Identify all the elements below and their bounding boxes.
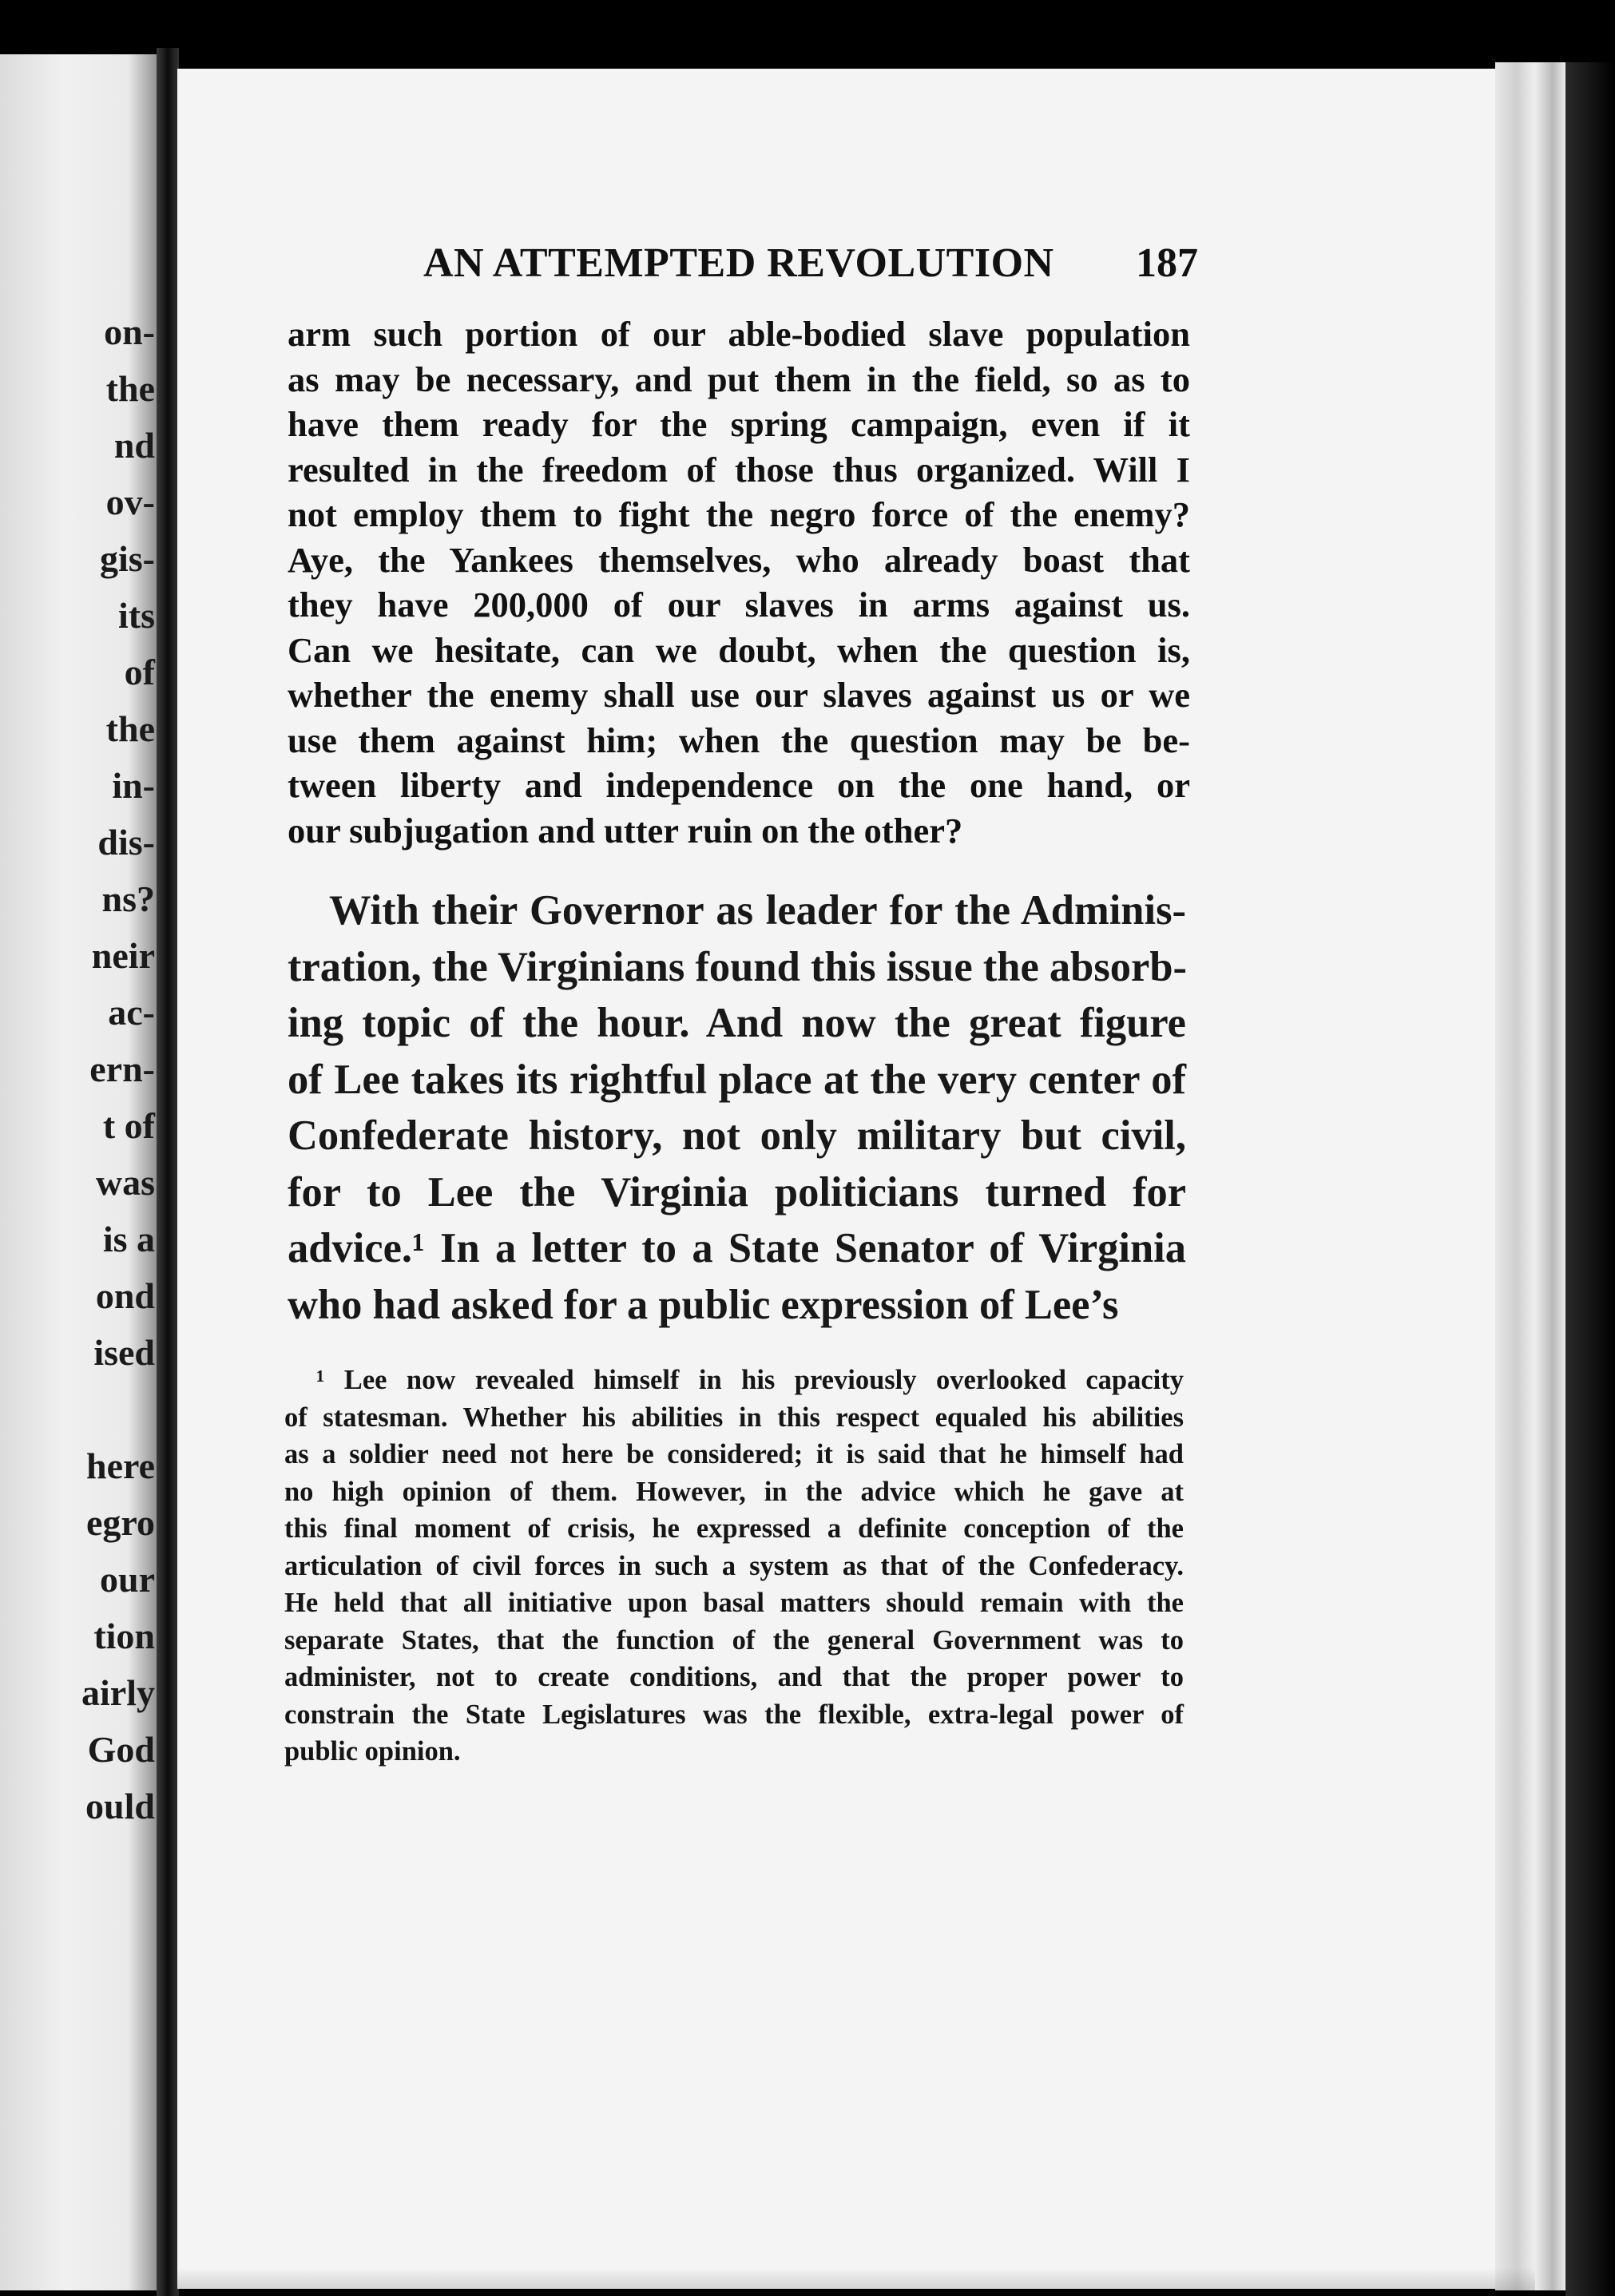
quote-line: Can we hesitate, can we doubt, when the question is, <box>288 629 1190 670</box>
page-bottom-shadow <box>177 2268 1535 2296</box>
footnote-line: ¹ Lee now revealed himself in his previously overlooked capacity <box>316 1365 1184 1395</box>
left-page-fragment: was <box>95 1162 155 1203</box>
left-page-fragment <box>0 1381 157 1437</box>
left-page-fragment: ould <box>85 1786 155 1826</box>
book-gutter <box>157 48 179 2296</box>
quote-line: as may be necessary, and put them in the field, so as to <box>288 359 1190 399</box>
running-head <box>423 240 1198 287</box>
quote-line: our subjugation and utter ruin on the other? <box>288 810 963 851</box>
scan-border <box>1565 62 1615 2296</box>
page-edge <box>1495 62 1567 2290</box>
body-paragraph <box>288 882 1186 1333</box>
quote-line: they have 200,000 of our slaves in arms against us. <box>288 585 1190 625</box>
body-line: who had asked for a public expression of Lee’s <box>288 1281 1119 1328</box>
left-page-fragment: egro <box>85 1502 155 1543</box>
left-page-text-fragments <box>0 303 157 1834</box>
left-page-fragment: t of <box>102 1105 155 1146</box>
quote-line: arm such portion of our able-bodied slave population <box>288 314 1190 354</box>
left-page-fragment: tion <box>93 1616 155 1656</box>
footnote-line: as a soldier need not here be considered; it is said that he himself had <box>284 1439 1184 1469</box>
left-page-fragment: is a <box>102 1219 155 1259</box>
footnote <box>284 1362 1184 1771</box>
left-page-fragment: here <box>85 1445 155 1486</box>
quote-line: tween liberty and independence on the one hand, or <box>288 765 1190 805</box>
left-page-fragment: ern- <box>89 1049 155 1089</box>
footnote-line: separate States, that the function of the general Government was to <box>284 1624 1184 1656</box>
body-line: of Lee takes its rightful place at the very center of <box>288 1056 1186 1103</box>
left-page-fragment: the <box>105 708 155 749</box>
footnote-line: this final moment of crisis, he expressed a definite conception of the <box>284 1513 1184 1544</box>
quotation-block <box>288 311 1190 853</box>
quote-line: resulted in the freedom of those thus organized. Will I <box>288 449 1190 490</box>
quote-line: use them against him; when the question may be be- <box>288 720 1190 760</box>
left-page-fragment: ised <box>93 1332 155 1373</box>
left-page-fragment: ac- <box>108 992 155 1033</box>
body-line: ing topic of the hour. And now the great figure <box>288 1000 1186 1046</box>
left-page-fragment: nd <box>113 425 155 466</box>
footnote-line: administer, not to create conditions, and that the proper power to <box>284 1662 1184 1692</box>
left-page-fragment: our <box>100 1559 155 1600</box>
running-head-title: AN ATTEMPTED REVOLUTION <box>423 240 1054 286</box>
body-line: for to Lee the Virginia politicians turned for <box>288 1168 1186 1215</box>
body-line: tration, the Virginians found this issue the absorb- <box>288 943 1188 990</box>
quote-line: Aye, the Yankees themselves, who already boast that <box>288 539 1190 580</box>
quote-line: whether the enemy shall use our slaves against us or we <box>288 675 1190 715</box>
left-page-fragment: ns? <box>101 878 155 919</box>
left-page-fragment: neir <box>91 935 155 976</box>
left-page-fragment: dis- <box>97 822 155 862</box>
body-line: With their Governor as leader for the Adminis- <box>329 887 1186 934</box>
footnote-line: He held that all initiative upon basal matters should remain with the <box>284 1588 1184 1618</box>
left-page-fragment: of <box>124 652 155 692</box>
left-page-fragment: in- <box>112 765 155 806</box>
quote-line: not employ them to fight the negro force of the enemy? <box>288 494 1190 534</box>
left-page-fragment: on- <box>104 311 155 352</box>
left-page-fragment: God <box>87 1729 155 1770</box>
footnote-line: public opinion. <box>284 1736 461 1767</box>
body-line: Confederate history, not only military but civil, <box>288 1112 1186 1159</box>
footnote-line: constrain the State Legislatures was the flexible, extra-legal power of <box>284 1699 1184 1730</box>
quote-line: have them ready for the spring campaign, even if it <box>288 404 1190 444</box>
page-number: 187 <box>1136 240 1198 286</box>
left-page-fragment: the <box>105 368 155 409</box>
footnote-line: articulation of civil forces in such a system as that of the Confederacy. <box>284 1550 1184 1581</box>
body-line: advice.¹ In a letter to a State Senator of Virginia <box>288 1225 1186 1271</box>
left-page-fragment: ov- <box>105 482 155 522</box>
left-page-fragment: its <box>118 595 155 636</box>
footnote-line: of statesman. Whether his abilities in this respect equaled his abilities <box>284 1402 1184 1433</box>
left-page-fragment: gis- <box>100 538 155 579</box>
left-page-fragment: airly <box>81 1672 155 1713</box>
footnote-line: no high opinion of them. However, in the advice which he gave at <box>284 1476 1184 1507</box>
left-page-fragment: ond <box>95 1275 155 1316</box>
